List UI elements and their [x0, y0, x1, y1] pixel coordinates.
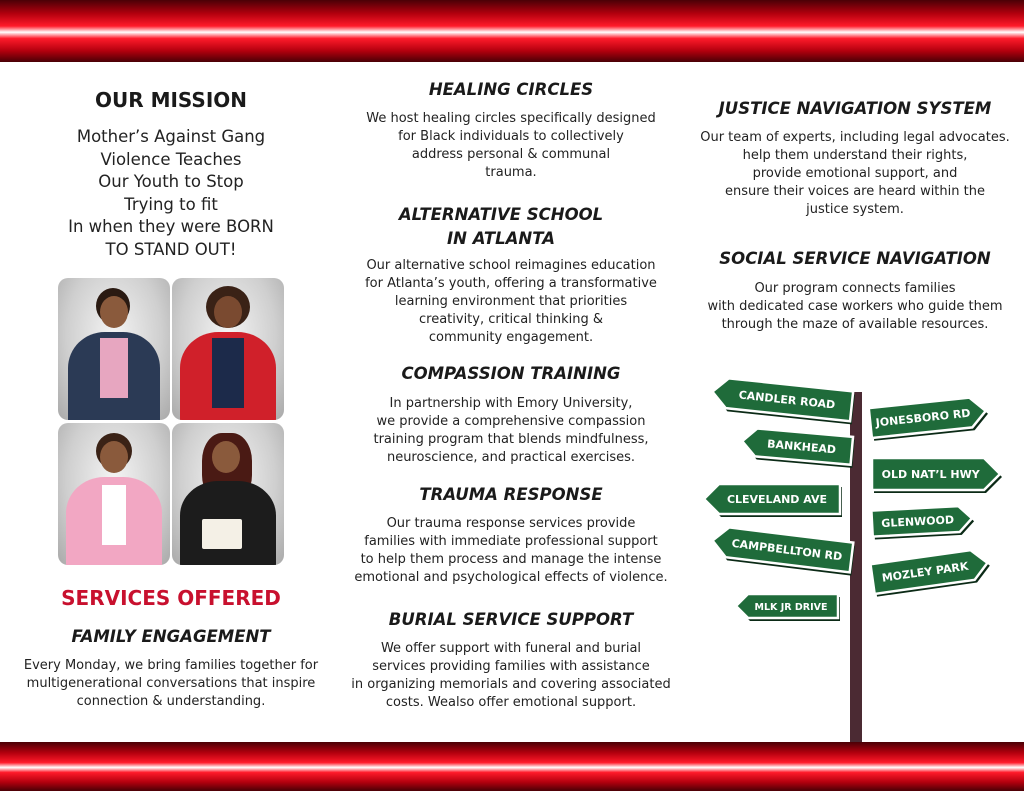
title-line: ALTERNATIVE SCHOOL: [398, 205, 604, 224]
mission-line: Violence Teaches: [100, 149, 242, 169]
street-sign-left: [736, 594, 840, 621]
text-line: for Black individuals to collectively: [398, 129, 624, 144]
street-sign-right: [870, 548, 991, 597]
healing-circles-text: [350, 110, 672, 182]
trauma-response-title: TRAUMA RESPONSE: [419, 485, 603, 504]
street-sign-left: [704, 484, 842, 517]
sign-label: CLEVELAND AVE: [726, 493, 828, 506]
sign-label: MLK JR DRIVE: [754, 602, 828, 613]
text-line: emotional and psychological effects of violence.: [354, 570, 668, 585]
street-sign-right: [869, 396, 990, 441]
text-line: Our program connects families: [754, 281, 956, 296]
justice-navigation-title: JUSTICE NAVIGATION SYSTEM: [718, 99, 992, 118]
text-line: we provide a comprehensive compassion: [376, 414, 646, 429]
alternative-school-title: [340, 203, 662, 251]
mission-title: OUR MISSION: [94, 88, 248, 112]
mission-statement: [15, 126, 327, 262]
street-sign-left: [741, 427, 855, 468]
text-line: costs. Wealso offer emotional support.: [385, 695, 637, 710]
sign-label: GLENWOOD: [881, 513, 955, 531]
photo-member-2: [172, 278, 284, 420]
family-engagement-title: FAMILY ENGAGEMENT: [71, 627, 271, 646]
bottom-red-band: [0, 742, 1024, 791]
title-line: IN ATLANTA: [447, 229, 555, 248]
text-line: We offer support with funeral and burial: [380, 641, 642, 656]
healing-circles-title: HEALING CIRCLES: [428, 80, 594, 99]
services-offered-title: SERVICES OFFERED: [61, 586, 281, 610]
mission-line: TO STAND OUT!: [105, 239, 237, 259]
street-sign-left: [710, 526, 855, 576]
street-sign-right: [871, 505, 974, 539]
compassion-training-text: [350, 395, 672, 467]
sign-label: JONESBORO RD: [875, 406, 972, 430]
photo-member-4: [172, 423, 284, 565]
text-line: neuroscience, and practical exercises.: [386, 450, 636, 465]
text-line: creativity, critical thinking &: [419, 312, 603, 327]
text-line: address personal & communal: [411, 147, 611, 162]
text-line: to help them process and manage the intense: [360, 552, 662, 567]
text-line: through the maze of available resources.: [721, 317, 989, 332]
photo-member-1: [58, 278, 170, 420]
street-sign-right: [872, 458, 1002, 493]
text-line: help them understand their rights,: [742, 148, 968, 163]
street-sign-left: [711, 377, 856, 425]
text-line: We host healing circles specifically designed: [366, 111, 656, 126]
street-signs-graphic: [700, 362, 1010, 742]
text-line: ensure their voices are heard within the: [725, 184, 985, 199]
text-line: Our team of experts, including legal advocates.: [700, 130, 1010, 145]
text-line: Every Monday, we bring families together for: [23, 658, 319, 673]
text-line: connection & understanding.: [76, 694, 266, 709]
text-line: provide emotional support, and: [752, 166, 958, 181]
text-line: learning environment that priorities: [394, 294, 628, 309]
sign-label: BANKHEAD: [766, 437, 837, 457]
burial-service-text: [350, 640, 672, 712]
burial-service-title: BURIAL SERVICE SUPPORT: [388, 610, 634, 629]
text-line: services providing families with assistance: [372, 659, 650, 674]
mission-line: In when they were BORN: [68, 217, 274, 237]
text-line: training program that blends mindfulness,: [373, 432, 649, 447]
text-line: multigenerational conversations that inspire: [26, 676, 316, 691]
text-line: families with immediate professional support: [364, 534, 658, 549]
text-line: in organizing memorials and covering associated: [351, 677, 671, 692]
sign-label: MOZLEY PARK: [881, 559, 970, 585]
text-line: trauma.: [485, 165, 537, 180]
sign-label: CANDLER ROAD: [738, 388, 836, 412]
justice-navigation-text: [690, 129, 1020, 219]
family-engagement-text: [15, 657, 327, 711]
sign-label: CAMPBELLTON RD: [730, 536, 843, 564]
mission-line: Mother’s Against Gang: [76, 127, 266, 146]
trauma-response-text: [350, 515, 672, 587]
text-line: Our alternative school reimagines education: [366, 258, 656, 273]
alternative-school-text: [350, 257, 672, 347]
text-line: with dedicated case workers who guide them: [707, 299, 1003, 314]
text-line: justice system.: [806, 202, 904, 217]
sign-label: OLD NAT’L HWY: [881, 468, 980, 481]
text-line: In partnership with Emory University,: [389, 396, 633, 411]
left-column: [15, 0, 327, 742]
middle-column: [350, 0, 672, 742]
compassion-training-title: COMPASSION TRAINING: [401, 364, 621, 383]
text-line: for Atlanta’s youth, offering a transformative: [365, 276, 657, 291]
text-line: community engagement.: [428, 330, 594, 345]
photo-member-3: [58, 423, 170, 565]
social-service-text: [690, 280, 1020, 334]
social-service-title: SOCIAL SERVICE NAVIGATION: [719, 249, 991, 268]
mission-line: Our Youth to Stop: [98, 172, 244, 192]
mission-line: Trying to fit: [124, 194, 218, 214]
text-line: Our trauma response services provide: [386, 516, 636, 531]
